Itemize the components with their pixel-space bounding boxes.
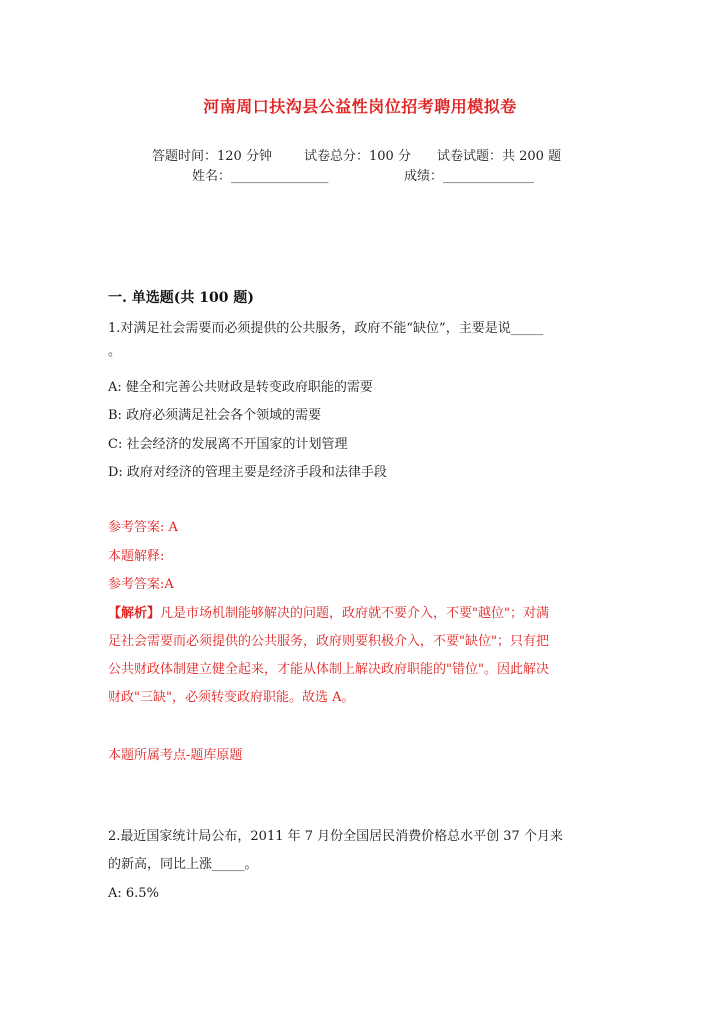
exam-title: 河南周口扶沟县公益性岗位招考聘用模拟卷	[203, 97, 517, 116]
question-1-line-1: 1.对满足社会需要而必须提供的公共服务，政府不能“缺位”，主要是说_____	[108, 321, 544, 336]
question-1-option-a: A: 健全和完善公共财政是转变政府职能的需要	[108, 380, 373, 395]
exam-total-score: 试卷总分：100 分	[304, 149, 411, 164]
grade-field: 成绩：______________	[404, 169, 535, 184]
name-field: 姓名：_______________	[192, 169, 329, 184]
question-1-text	[108, 316, 608, 364]
question-1-option-d: D: 政府对经济的管理主要是经济手段和法律手段	[108, 465, 387, 480]
question-2-text	[108, 824, 608, 877]
question-1-explain-label: 本题解释:	[108, 549, 165, 564]
analysis-tag: 【解析】	[108, 606, 161, 621]
exam-time: 答题时间：120 分钟	[152, 149, 272, 164]
question-2-line-2: 的新高，同比上涨_____。	[108, 857, 258, 872]
section-title: 一. 单选题(共 100 题)	[108, 290, 254, 306]
question-2-line-1: 2.最近国家统计局公布，2011 年 7 月份全国居民消费价格总水平创 37 个月来	[108, 829, 563, 844]
question-1-topic: 本题所属考点-题库原题	[108, 748, 243, 763]
exam-question-count: 试卷试题：共 200 题	[437, 149, 562, 164]
analysis-line-1-text: 凡是市场机制能够解决的问题，政府就不要介入，不要"越位"；对满	[160, 606, 549, 621]
question-1-option-c: C: 社会经济的发展离不开国家的计划管理	[108, 437, 348, 452]
question-2-option-a: A: 6.5%	[108, 886, 159, 901]
analysis-line-2: 足社会需要而必须提供的公共服务，政府则要积极介入，不要"缺位"；只有把	[108, 634, 549, 649]
analysis-line-3: 公共财政体制建立健全起来，才能从体制上解决政府职能的"错位"。因此解决	[108, 662, 549, 677]
question-1-analysis	[108, 600, 608, 712]
question-1-option-b: B: 政府必须满足社会各个领域的需要	[108, 408, 322, 423]
analysis-line-1	[108, 600, 608, 628]
analysis-line-4: 财政"三缺"，必须转变政府职能。故选 A。	[108, 690, 355, 705]
question-1-answer-repeat: 参考答案:A	[108, 577, 174, 592]
question-1-line-2: 。	[108, 344, 122, 359]
question-1-answer: 参考答案: A	[108, 520, 178, 535]
